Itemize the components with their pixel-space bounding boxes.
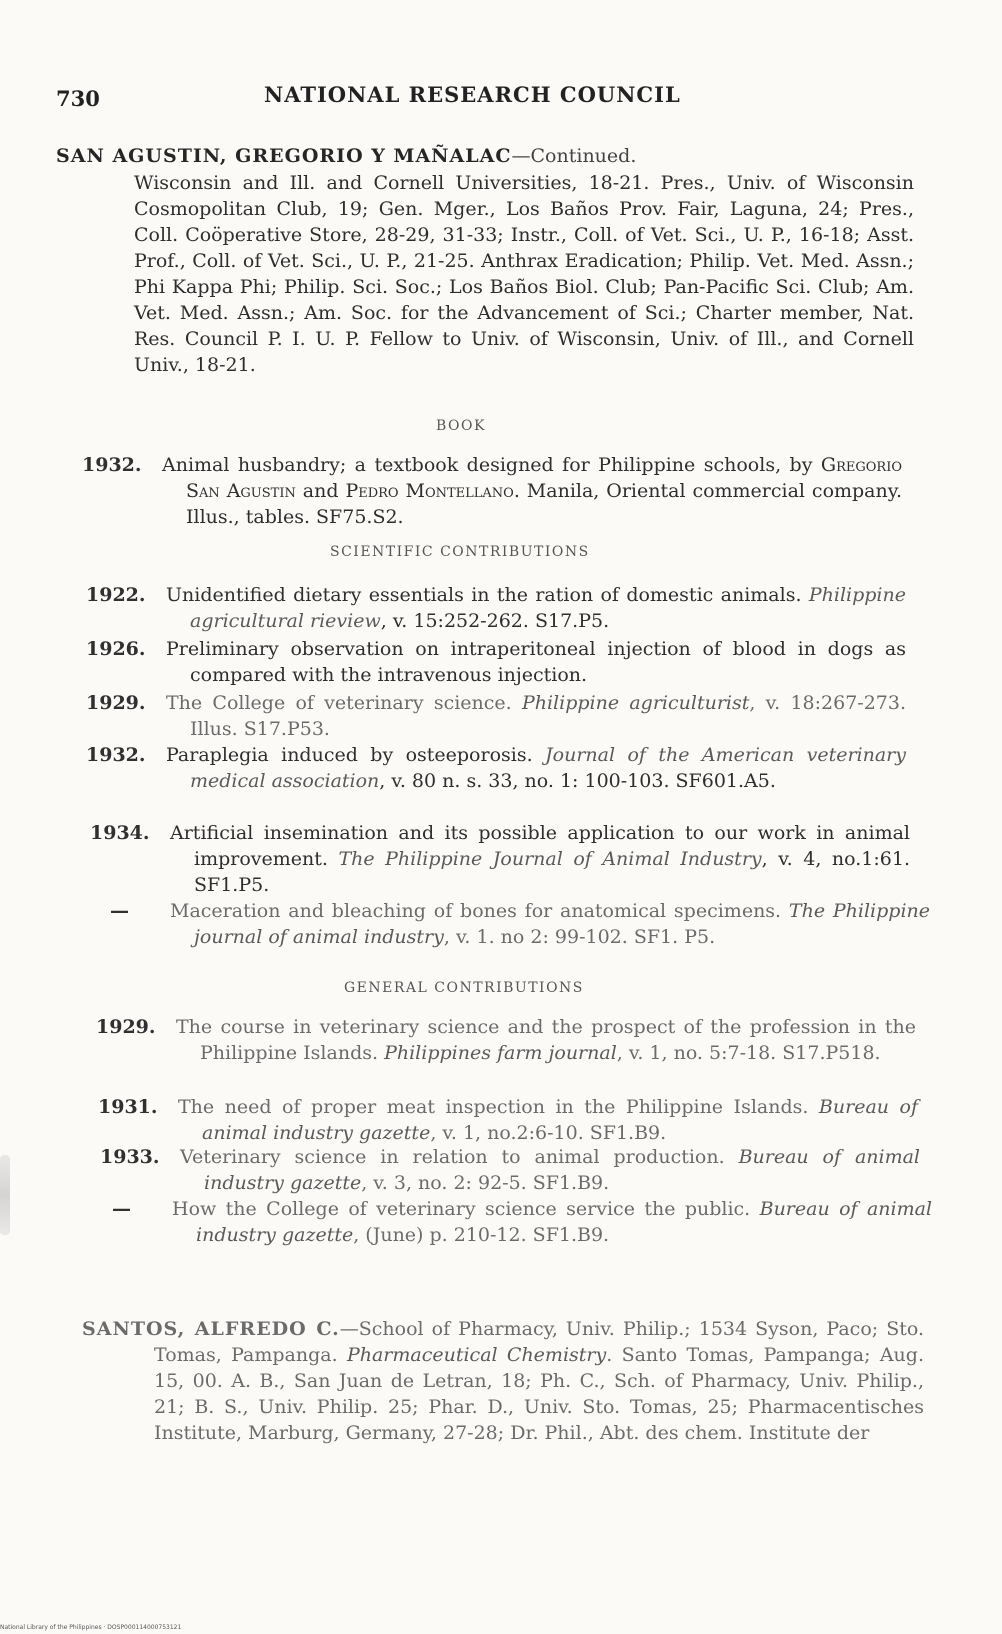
list-item bbox=[86, 690, 906, 742]
entry-text bbox=[162, 452, 902, 530]
continued-label: —Continued. bbox=[511, 145, 637, 167]
citation-text: and bbox=[295, 480, 346, 502]
entry-year: 1933. bbox=[100, 1146, 160, 1168]
author-name: Pedro Montellano bbox=[345, 480, 514, 502]
entry-text bbox=[166, 742, 906, 794]
journal-title: Philippine agriculturist bbox=[521, 692, 750, 714]
entry-santos bbox=[82, 1316, 924, 1446]
citation-ref: , v. 1. no 2: 99-102. SF1. P5. bbox=[443, 926, 716, 948]
list-item bbox=[98, 1094, 918, 1146]
entry-name: SANTOS, ALFREDO C. bbox=[82, 1318, 340, 1340]
entry-year: 1931. bbox=[98, 1096, 158, 1118]
citation-ref: , v. 15:252-262. S17.P5. bbox=[380, 610, 610, 632]
page-header bbox=[56, 82, 716, 112]
citation-text: Artificial insemination and its possible application to our work in animal improvement. bbox=[170, 822, 910, 870]
entry-year: 1934. bbox=[90, 822, 150, 844]
entry-text bbox=[180, 1144, 920, 1196]
journal-title: Journal of the American veterinary medical association bbox=[190, 744, 906, 792]
bio-subject: Pharmaceutical Chemistry bbox=[346, 1344, 607, 1366]
citation-text: Animal husbandry; a textbook designed for Philippine schools, by bbox=[162, 454, 821, 476]
journal-title: Bureau of animal industry gazette bbox=[204, 1146, 921, 1194]
citation-text: Paraplegia induced by osteeporosis. bbox=[166, 744, 546, 766]
entry-dash: — bbox=[112, 1198, 131, 1220]
list-item bbox=[86, 636, 906, 688]
list-item bbox=[100, 1144, 920, 1196]
citation-ref: , v. 1, no. 5:7-18. S17.P518. bbox=[616, 1042, 881, 1064]
section-title-general: GENERAL CONTRIBUTIONS bbox=[344, 980, 584, 996]
entry-dash: — bbox=[110, 900, 129, 922]
scan-smudge bbox=[0, 1155, 10, 1235]
journal-title: Philippine agricultural rieview bbox=[190, 584, 906, 632]
journal-title: Bureau of animal industry gazette bbox=[196, 1198, 932, 1246]
citation-text: The need of proper meat inspection in the Philippine Islands. bbox=[178, 1096, 819, 1118]
entry-year: 1932. bbox=[86, 744, 146, 766]
citation-text: Preliminary observation on intraperitoneal injection of blood in dogs as compared with the intravenous injection. bbox=[166, 638, 906, 686]
list-item bbox=[112, 1196, 932, 1248]
section-title-scientific: SCIENTIFIC CONTRIBUTIONS bbox=[330, 544, 590, 560]
list-item bbox=[90, 820, 910, 898]
list-item bbox=[86, 742, 906, 794]
citation-text: Veterinary science in relation to animal production. bbox=[180, 1146, 739, 1168]
running-title: NATIONAL RESEARCH COUNCIL bbox=[264, 82, 681, 107]
entry-text bbox=[172, 1196, 932, 1248]
citation-text: Unidentified dietary essentials in the ration of domestic animals. bbox=[166, 584, 809, 606]
journal-title: Philippines farm journal bbox=[384, 1042, 617, 1064]
citation-ref: , (June) p. 210-12. SF1.B9. bbox=[353, 1224, 610, 1246]
scan-footer: National Library of the Philippines · DOSP000114000753121 bbox=[0, 1624, 182, 1631]
citation-text: Maceration and bleaching of bones for anatomical specimens. bbox=[170, 900, 789, 922]
entry-biography bbox=[82, 1316, 924, 1446]
entry-name: SAN AGUSTIN, GREGORIO Y MAÑALAC bbox=[56, 145, 512, 167]
citation-ref: , v. 1, no.2:6-10. SF1.B9. bbox=[430, 1122, 667, 1144]
entry-text bbox=[170, 898, 930, 950]
entry-year: 1926. bbox=[86, 638, 146, 660]
entry-text bbox=[166, 636, 906, 688]
author-name: Gregorio San Agustin bbox=[186, 454, 902, 502]
entry-year: 1922. bbox=[86, 584, 146, 606]
citation-text: The course in veterinary science and the prospect of the profession in the Philippine Islands. bbox=[176, 1016, 916, 1064]
journal-title: The Philippine Journal of Animal Industry bbox=[338, 848, 762, 870]
citation-text: The College of veterinary science. bbox=[166, 692, 522, 714]
entry-text bbox=[170, 820, 910, 898]
list-item bbox=[110, 898, 930, 950]
list-item bbox=[96, 1014, 916, 1066]
entry-year: 1929. bbox=[96, 1016, 156, 1038]
journal-title: Bureau of animal industry gazette bbox=[202, 1096, 918, 1144]
bio-text: —School of Pharmacy, Univ. Philip.; 1534 Syson, Paco; Sto. Tomas, Pampanga. bbox=[154, 1318, 925, 1366]
citation-ref: , v. 4, no.1:61. SF1.P5. bbox=[194, 848, 910, 896]
entry-year: 1932. bbox=[82, 454, 142, 476]
entry-text bbox=[166, 582, 906, 634]
entry-text bbox=[178, 1094, 918, 1146]
section-title-book: BOOK bbox=[436, 418, 486, 434]
entry-text bbox=[166, 690, 906, 742]
entry-biography: Wisconsin and Ill. and Cornell Universities, 18-21. Pres., Univ. of Wisconsin Cosmopolitan Club, 19; Gen. Mger., Los Baños Prov. Fair, Laguna, 24; Pres., Coll. Coöperative Store, 28-29, 31-33; Instr., Coll. of Vet. Sci., U. P., 16-18; Asst. Prof., Coll. of Vet. Sci., U. P., 21-25. Anthrax Eradication; Philip. Vet. Med. Assn.; Phi Kappa Phi; Philip. Sci. Soc.; Los Baños Biol. Club; Pan-Pacific Sci. Club; Am. Vet. Med. Assn.; Am. Soc. for the Advancement of Sci.; Charter member, Nat. Res. Council P. I. U. P. Fellow to Univ. of Wisconsin, Univ. of Ill., and Cornell Univ., 18-21. bbox=[134, 172, 914, 376]
citation-ref: , v. 18:267-273. Illus. S17.P53. bbox=[190, 692, 907, 740]
citation-ref: , v. 3, no. 2: 92-5. SF1.B9. bbox=[361, 1172, 610, 1194]
entry-text bbox=[176, 1014, 916, 1066]
citation-text: . Manila, Oriental commercial company. Illus., tables. SF75.S2. bbox=[186, 480, 902, 528]
citation-ref: , v. 80 n. s. 33, no. 1: 100-103. SF601.A5. bbox=[379, 770, 776, 792]
bio-text: . Santo Tomas, Pampanga; Aug. 15, 00. A. B., San Juan de Letran, 18; Ph. C., Sch. of Pharmacy, Univ. Philip., 21; B. S., Univ. Philip. 25; Phar. D., Univ. Sto. Tomas, 25; Pharmacentisches Institute, Marburg, Germany, 27-28; Dr. Phil., Abt. des chem. Institute der bbox=[154, 1344, 924, 1444]
journal-title: The Philippine journal of animal industry bbox=[194, 900, 930, 948]
entry-heading bbox=[56, 143, 916, 169]
page-number: 730 bbox=[56, 86, 100, 111]
citation-text: How the College of veterinary science service the public. bbox=[172, 1198, 760, 1220]
list-item bbox=[82, 452, 902, 530]
entry-year: 1929. bbox=[86, 692, 146, 714]
list-item bbox=[86, 582, 906, 634]
